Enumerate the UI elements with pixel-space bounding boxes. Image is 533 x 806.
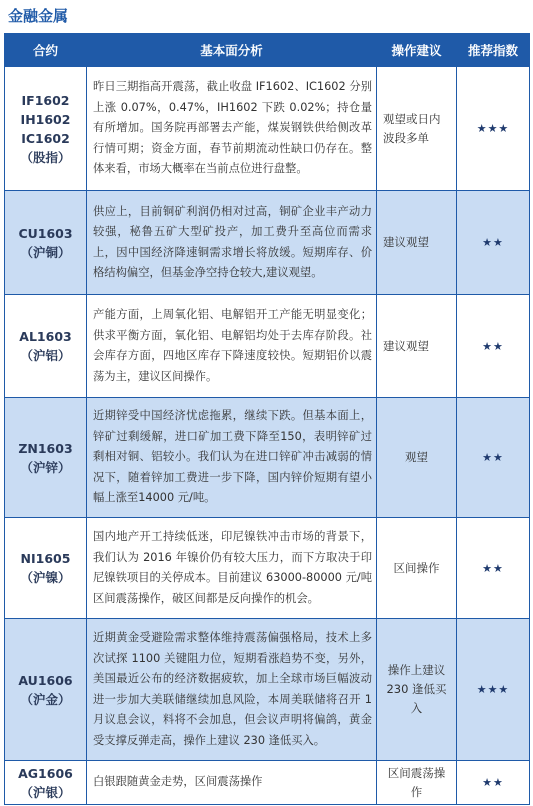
contract-cell xyxy=(5,619,87,761)
analysis-cell: 白银跟随黄金走势，区间震荡操作 xyxy=(87,761,377,805)
contract-category: （沪金） xyxy=(20,691,71,707)
contract-cell xyxy=(5,761,87,805)
contract-code: NI1605 xyxy=(20,551,71,566)
analysis-cell: 昨日三期指高开震荡，截止收盘 IF1602、IC1602 分别上涨 0.07%，0.47%，IH1602 下跌 0.02%；持仓量有所增加。国务院再部署去产能，煤炭钢铁供给侧改革行情可期；资金方面，春节前期流动性缺口仍存在。整体来看，市场大概率在当前点位进行盘整。 xyxy=(87,67,377,191)
analysis-cell: 近期锌受中国经济忧虑拖累，继续下跌。但基本面上，锌矿过剩缓解，进口矿加工费下降至150，表明锌矿过剩相对铜、铝较小。我们认为在进口锌矿冲击减弱的情况下，随着锌加工费进一步下降，国内锌价短期有望小幅上涨至14000 元/吨。 xyxy=(87,398,377,518)
header-advice: 操作建议 xyxy=(377,34,457,67)
table-row xyxy=(5,619,530,761)
advice-cell: 建议观望 xyxy=(377,191,457,295)
contract-cell xyxy=(5,191,87,295)
table-row xyxy=(5,191,530,295)
rating-stars: ★★★ xyxy=(457,619,530,761)
rating-stars: ★★★ xyxy=(457,67,530,191)
advice-cell: 区间操作 xyxy=(377,518,457,619)
contract-category: （沪锌） xyxy=(20,459,71,475)
analysis-cell: 供应上，目前铜矿利润仍相对过高，铜矿企业丰产动力较强，秘鲁五矿大型矿投产，加工费升至高位而需求上，因中国经济降速铜需求增长将放缓。短期库存、价格结构偏空，但基金净空持仓较大,建议观望。 xyxy=(87,191,377,295)
futures-table xyxy=(4,33,530,805)
rating-stars: ★★ xyxy=(457,761,530,805)
analysis-cell: 国内地产开工持续低迷，印尼镍铁冲击市场的背景下，我们认为 2016 年镍价仍有较大压力，而下方取决于印尼镍铁项目的关停成本。目前建议 63000-80000 元/吨区间震荡操作，破区间都是反向操作的机会。 xyxy=(87,518,377,619)
contract-code: AG1606 xyxy=(18,765,73,781)
contract-category: （沪铝） xyxy=(20,348,71,363)
contract-category: （股指） xyxy=(20,149,71,165)
advice-cell: 观望 xyxy=(377,398,457,518)
rating-stars: ★★ xyxy=(457,295,530,398)
contract-code: AL1603 xyxy=(19,329,72,344)
header-contract: 合约 xyxy=(5,34,87,67)
contract-cell xyxy=(5,295,87,398)
rating-stars: ★★ xyxy=(457,518,530,619)
table-row xyxy=(5,398,530,518)
table-row xyxy=(5,67,530,191)
section-title: 金融金属 xyxy=(8,7,69,25)
advice-cell: 观望或日内波段多单 xyxy=(377,67,457,191)
table-row xyxy=(5,761,530,805)
contract-code: ZN1603 xyxy=(18,440,73,456)
contract-code: CU1603 xyxy=(18,225,73,241)
rating-stars: ★★ xyxy=(457,398,530,518)
table-header-row xyxy=(5,34,530,67)
contract-category: （沪铜） xyxy=(20,244,71,260)
contract-code: IF1602 xyxy=(21,92,70,108)
advice-cell: 建议观望 xyxy=(377,295,457,398)
contract-category: （沪银） xyxy=(20,784,71,800)
header-analysis: 基本面分析 xyxy=(87,34,377,67)
rating-stars: ★★ xyxy=(457,191,530,295)
table-row xyxy=(5,295,530,398)
contract-cell xyxy=(5,67,87,191)
advice-cell: 区间震荡操作 xyxy=(377,761,457,805)
advice-cell: 操作上建议230 逢低买入 xyxy=(377,619,457,761)
table-row xyxy=(5,518,530,619)
analysis-cell: 近期黄金受避险需求整体维持震荡偏强格局，技术上多次试探 1100 关键阻力位，短期看涨趋势不变，另外，美国最近公布的经济数据疲软，加上全球市场巨幅波动进一步加大美联储继续加息风险，本周美联储将召开 1 月议息会议，料将不会加息，但会议声明将偏鸽，黄金受支撑反弹走高，操作上建议 230 逢低买入。 xyxy=(87,619,377,761)
header-rating: 推荐指数 xyxy=(457,34,530,67)
contract-code: IH1602 xyxy=(20,111,71,127)
contract-cell xyxy=(5,518,87,619)
contract-code: IC1602 xyxy=(21,130,70,146)
contract-category: （沪镍） xyxy=(20,570,71,585)
analysis-cell: 产能方面，上周氧化铝、电解铝开工产能无明显变化；供求平衡方面，氧化铝、电解铝均处于去库存阶段。社会库存方面，四地区库存下降速度较快。短期铝价以震荡为主，建议区间操作。 xyxy=(87,295,377,398)
contract-code: AU1606 xyxy=(18,672,73,688)
contract-cell xyxy=(5,398,87,518)
